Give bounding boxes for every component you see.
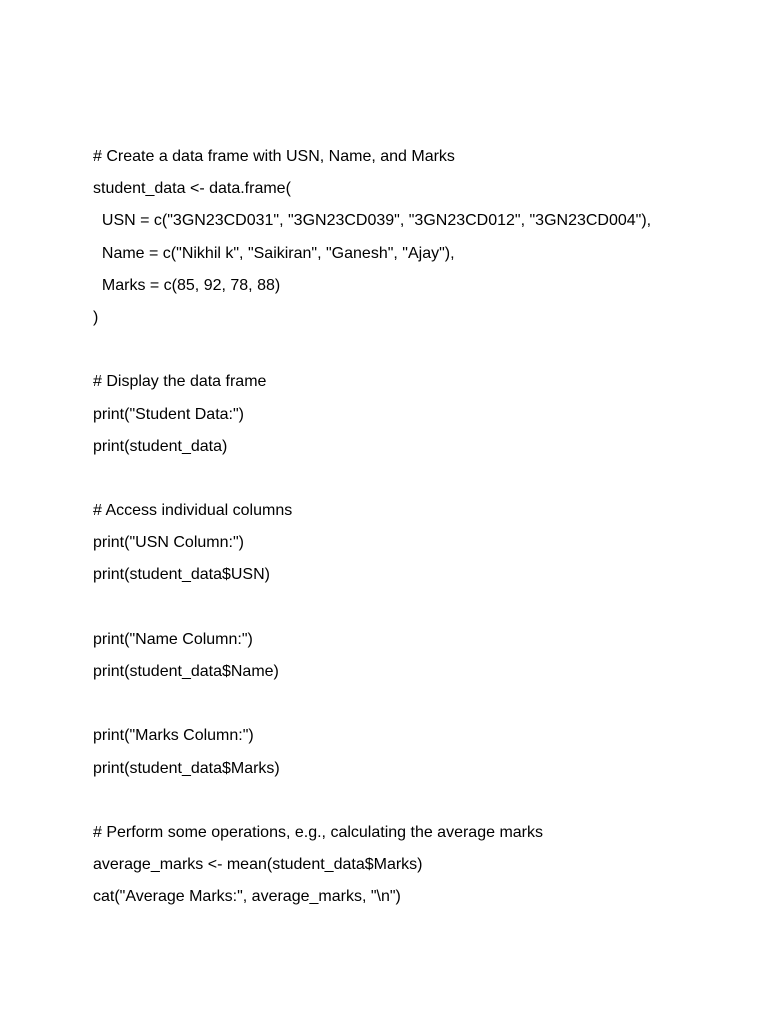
comment-line: # Create a data frame with USN, Name, and Marks (93, 148, 455, 165)
code-line: print("USN Column:") (93, 534, 244, 552)
code-line: print("Marks Column:") (93, 727, 254, 745)
code-line: print("Name Column:") (93, 630, 253, 648)
code-block (93, 143, 733, 916)
blank-line (93, 465, 733, 497)
blank-line (93, 690, 733, 722)
code-line: cat("Average Marks:", average_marks, "\n") (93, 888, 401, 906)
code-line: Marks = c(85, 92, 78, 88) (93, 276, 281, 294)
code-line: ) (93, 308, 99, 326)
comment-line: # Access individual columns (93, 502, 293, 520)
code-line: print(student_data$Marks) (93, 759, 280, 777)
code-line: print(student_data) (93, 437, 228, 455)
blank-line (93, 336, 733, 368)
blank-line (93, 594, 733, 626)
comment-line: # Display the data frame (93, 373, 267, 391)
code-line: Name = c("Nikhil k", "Saikiran", "Ganesh", "Ajay"), (93, 244, 455, 262)
blank-line (93, 787, 733, 819)
code-line: print(student_data$USN) (93, 566, 270, 584)
code-line: USN = c("3GN23CD031", "3GN23CD039", "3GN23CD012", "3GN23CD004"), (93, 212, 652, 230)
code-line: student_data <- data.frame( (93, 180, 291, 198)
code-line: print(student_data$Name) (93, 663, 279, 680)
comment-line: # Perform some operations, e.g., calculating the average marks (93, 823, 543, 841)
code-line: average_marks <- mean(student_data$Marks) (93, 856, 423, 874)
code-line: print("Student Data:") (93, 405, 244, 423)
